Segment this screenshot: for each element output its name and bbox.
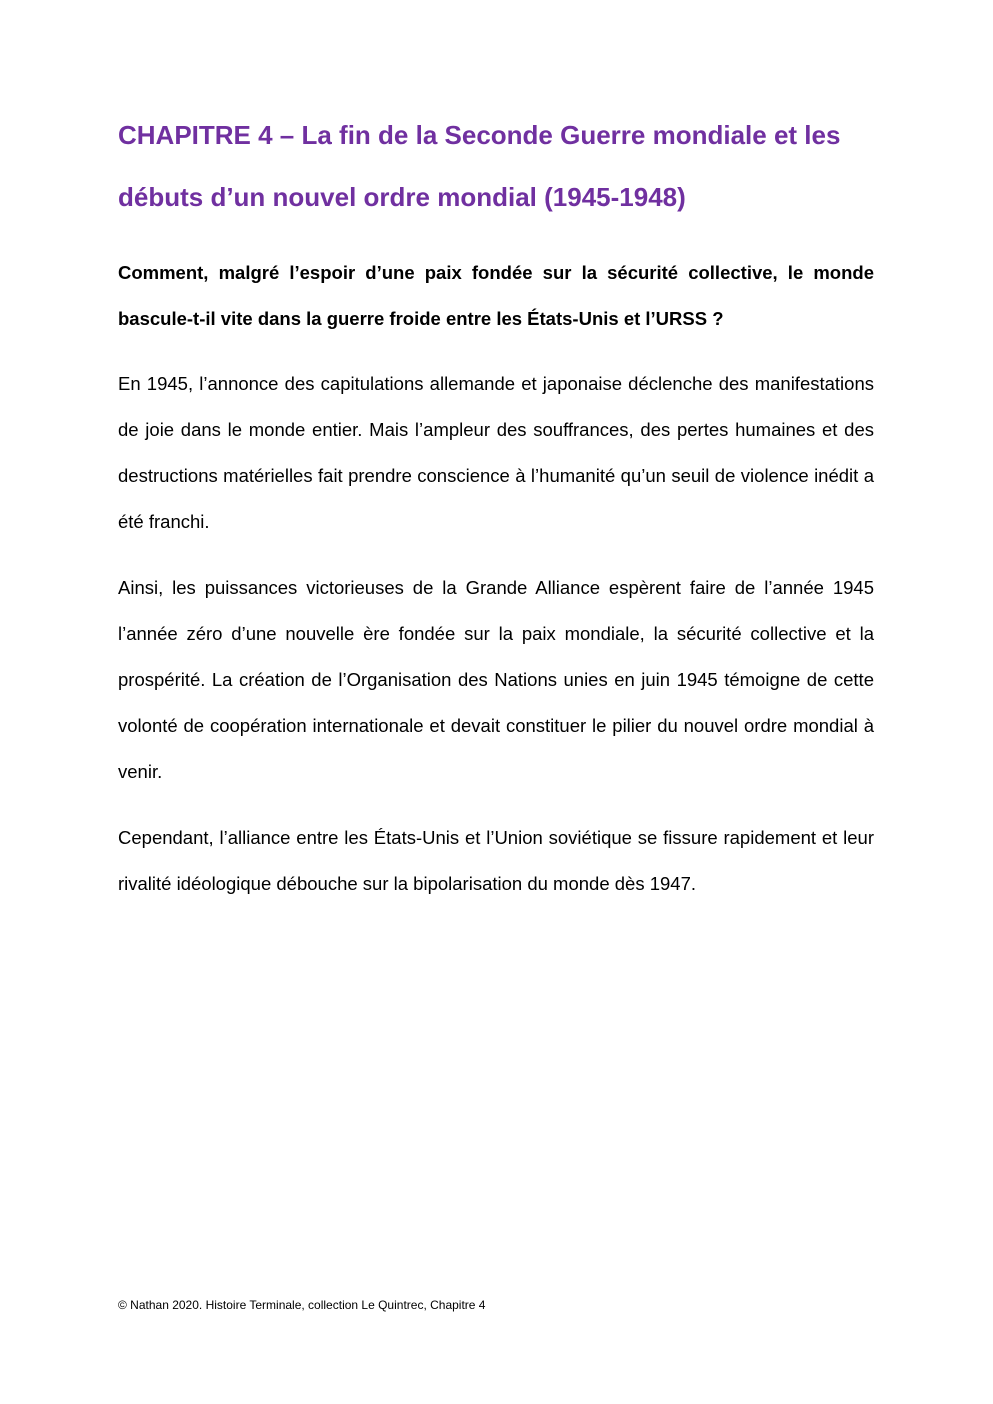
copyright-footer: © Nathan 2020. Histoire Terminale, collection Le Quintrec, Chapitre 4 [118,1298,486,1312]
paragraph-2: Ainsi, les puissances victorieuses de la Grande Alliance espèrent faire de l’année 1945 l’année zéro d’une nouvelle ère fondée sur la paix mondiale, la sécurité collective et la prospérité. La création de l’Organisation des Nations unies en juin 1945 témoigne de cette volonté de coopération internationale et devait constituer le pilier du nouvel ordre mondial à venir. [118,577,874,782]
chapter-question: Comment, malgré l’espoir d’une paix fondée sur la sécurité collective, le monde bascule-t-il vite dans la guerre froide entre les États-Unis et l’URSS ? [118,262,874,329]
paragraph-3: Cependant, l’alliance entre les États-Unis et l’Union soviétique se fissure rapidement et leur rivalité idéologique débouche sur la bipolarisation du monde dès 1947. [118,827,874,894]
chapter-title: CHAPITRE 4 – La fin de la Seconde Guerre mondiale et les débuts d’un nouvel ordre mondial (1945-1948) [118,120,841,212]
paragraph-1: En 1945, l’annonce des capitulations allemande et japonaise déclenche des manifestations de joie dans le monde entier. Mais l’ampleur des souffrances, des pertes humaines et des destructions matérielles fait prendre conscience à l’humanité qu’un seuil de violence inédit a été franchi. [118,373,874,532]
